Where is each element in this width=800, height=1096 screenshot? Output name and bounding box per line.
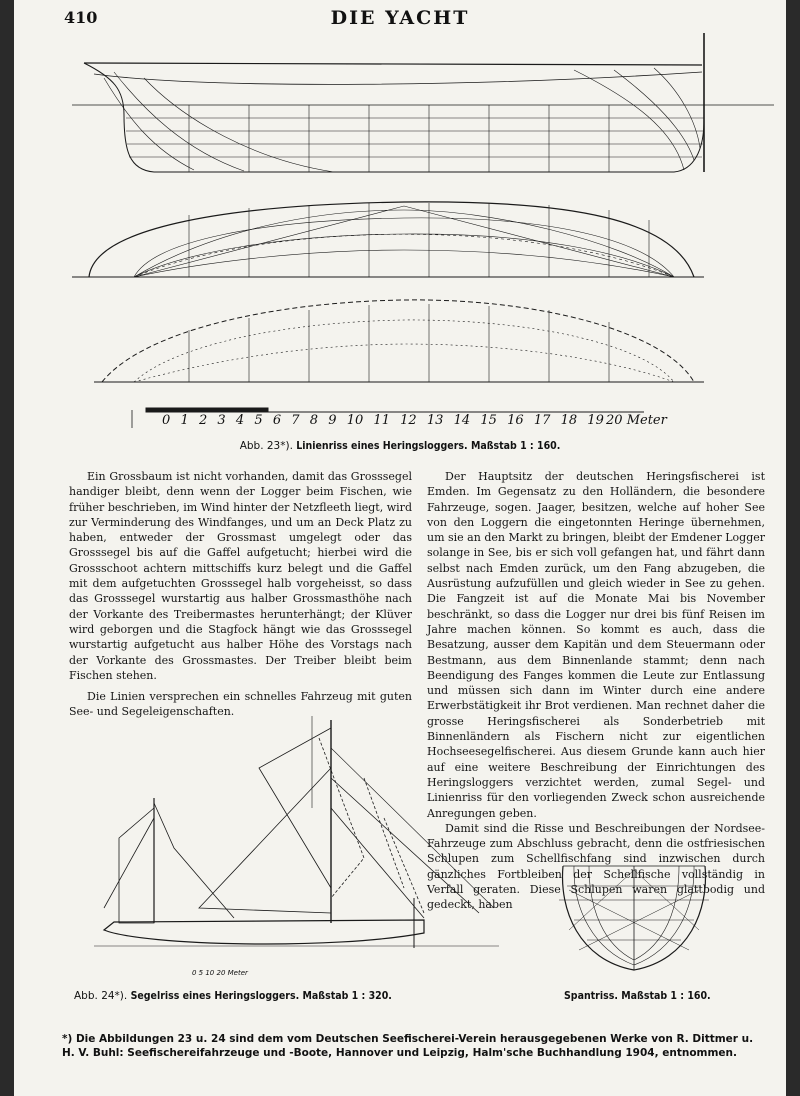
- scale-number: 19: [587, 413, 604, 428]
- scale-numbers-23: [162, 413, 667, 428]
- scale-number: 15: [480, 413, 497, 428]
- scale-number: 6: [272, 413, 282, 428]
- scale-number: 0: [162, 413, 171, 428]
- paragraph: Die Linien versprechen ein schnelles Fahrzeug mit guten See- und Segeleigenschaften.: [69, 690, 412, 719]
- figure-24-caption: Abb. 24*). Segelriss eines Heringsloggers. Maßstab 1 : 320.: [74, 990, 392, 1002]
- left-column: [69, 469, 412, 720]
- scale-number: 14: [453, 413, 471, 428]
- scale-number: 3: [217, 413, 226, 428]
- paragraph: Damit sind die Risse und Beschreibungen der Nordsee-Fahrzeuge zum Abschluss gebracht, denn die ostfriesischen Schlupen zum Schellfischfang sind inzwischen durch gänzliches Fortbleiben der Schellfische vollständig in Verfall geraten. Diese Schlupen waren glattbodig und gedeckt, haben: [427, 821, 765, 912]
- scale-number: 1: [180, 413, 189, 428]
- page-number: 410: [64, 8, 98, 27]
- running-title: DIE YACHT: [330, 7, 470, 29]
- scale-number: 20 Meter: [606, 413, 667, 428]
- paragraph: Ein Grossbaum ist nicht vorhanden, damit das Grosssegel handiger bleibt, denn wenn der Logger beim Fischen, wie früher beschrieben, im Wind hinter der Netzfleeth liegt, wird zur Verminderung des Windfanges, und um an Deck Platz zu haben, entweder der Grossmast umgelegt oder das Grosssegel bis auf die Gaffel aufgetucht; hierbei wird die Grossschoot achtern mittschiffs kurz belegt und die Gaffel mit dem aufgetuchten Grosssegel halb vorgeheisst, so dass das Grosssegel wurstartig aus halber Grossmasthöhe nach der Vorkante des Treibermastes herunterhängt; der Klüver wird geborgen und die Stagfock hängt wie das Grosssegel wurstartig aufgetucht aus halber Höhe des Vorstags nach der Vorkante des Grossmastes. Der Treiber bleibt beim Fischen stehen.: [69, 470, 412, 682]
- scale-number: 12: [400, 413, 417, 428]
- lines-plan-figure: [14, 30, 786, 430]
- book-page: [14, 0, 786, 1096]
- scale-number: 18: [560, 413, 578, 428]
- scale-number: 11: [373, 413, 390, 428]
- scale-number: 8: [309, 413, 319, 428]
- half-breadth-view: [72, 202, 704, 277]
- scale-number: 9: [328, 413, 337, 428]
- body-plan-caption: Spantriss. Maßstab 1 : 160.: [564, 990, 711, 1002]
- sail-plan-figure: [84, 708, 514, 968]
- footnote: *) Die Abbildungen 23 u. 24 sind dem vom Deutschen Seefischerei-Verein herausgegebenen Werke von R. Dittmer u. H. V. Buhl: Seefischereifahrzeuge und -Boote, Hannover und Leipzig, Halm'sche Buchhandlung 1904, entnommen.: [62, 1033, 754, 1059]
- scale-number: 4: [235, 413, 245, 428]
- scale-number: 7: [291, 413, 300, 428]
- scale-number: 2: [198, 413, 208, 428]
- scale-number: 13: [426, 413, 444, 428]
- profile-view: [72, 33, 774, 172]
- waterline-view: [94, 300, 704, 382]
- scale-number: 17: [533, 413, 551, 428]
- scale-number: 5: [254, 413, 263, 428]
- scale-bar-24-labels: 0 5 10 20 Meter: [192, 969, 248, 977]
- figure-23-caption: Abb. 23*). Linienriss eines Heringsloggers. Maßstab 1 : 160.: [239, 440, 561, 452]
- scale-number: 16: [507, 413, 524, 428]
- paragraph: Der Hauptsitz der deutschen Heringsfischerei ist Emden. Im Gegensatz zu den Holländern, die besondere Fahrzeuge, sogen. Jaager, besitzen, welche auf hoher See von den Loggern die eingetonnten Heringe übernehmen, um sie an den Markt zu bringen, bleibt der Emdener Logger solange in See, bis er sich voll gefangen hat, und fährt dann selbst nach Emden zurück, um den Fang abzugeben, die Ausrüstung aufzufüllen und gleich wieder in See zu gehen. Die Fangzeit ist auf die Monate Mai bis November beschränkt, so dass die Logger nur drei bis fünf Reisen im Jahre machen können. So kommt es auch, dass die Besatzung, ausser dem Kapitän und dem Steuermann oder Bestmann, aus dem Binnenlande stammt; denn nach Beendigung des Fanges kommen die Leute zur Entlassung und müssen sich dann im Winter durch eine andere Erwerbstätigkeit ihr Brot verdienen. Man rechnet daher die grosse Heringsfischerei als Sonderbetrieb mit Binnenländern als Fischern nicht zur eigentlichen Hochseesegelfischerei. Aus diesem Grunde kann auch hier auf eine weitere Beschreibung der Einrichtungen des Heringsloggers verzichtet werden, zumal Segel- und Linienriss für den vorliegenden Zweck schon ausreichende Anregungen geben.: [427, 470, 766, 820]
- scale-number: 10: [346, 413, 364, 428]
- body-plan-figure: [559, 860, 709, 975]
